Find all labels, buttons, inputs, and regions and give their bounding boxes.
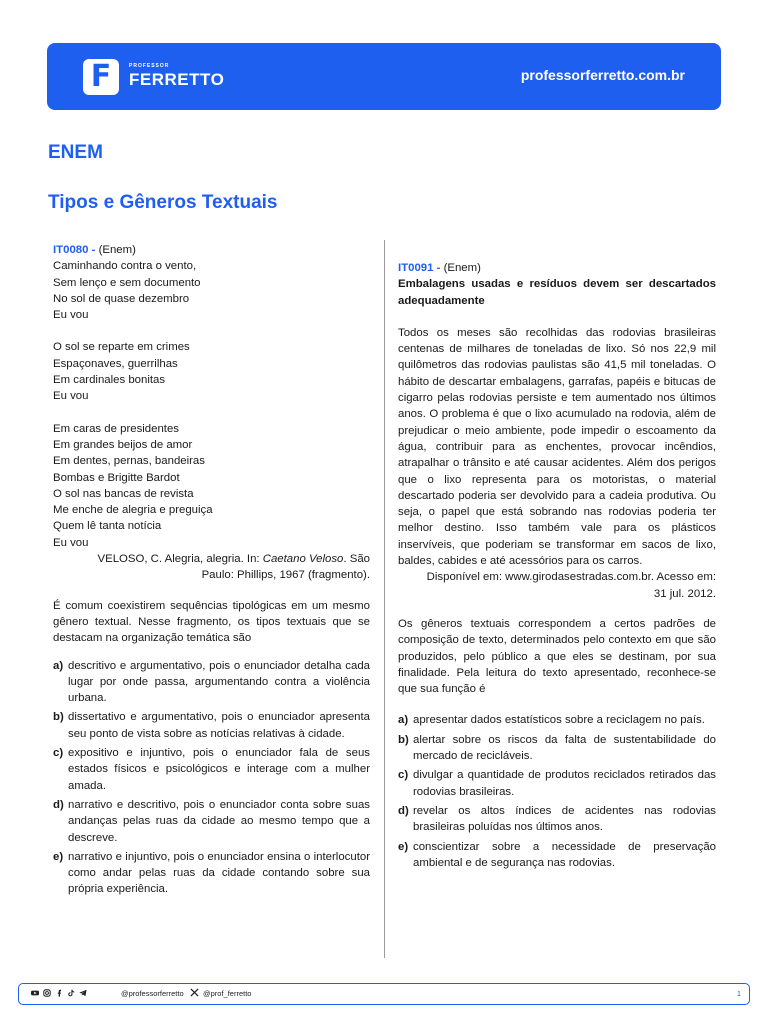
question-2-options	[398, 712, 716, 871]
poem-citation: VELOSO, C. Alegria, alegria. In: Caetano Veloso. São Paulo: Phillips, 1967 (fragmento).	[97, 553, 370, 582]
poem-line: O sol nas bancas de revista	[53, 487, 194, 500]
youtube-icon[interactable]	[31, 989, 39, 997]
option-e[interactable]: e) conscientizar sobre a necessidade de preservação ambiental e de segurança nas rodovias.	[398, 840, 716, 869]
question-1	[53, 242, 370, 898]
option-b[interactable]: b) dissertativo e argumentativo, pois o enunciador apresenta seu ponto de vista sobre as notícias relativas à cidade.	[53, 711, 370, 740]
telegram-icon[interactable]	[79, 989, 87, 997]
article-headline: Embalagens usadas e resíduos devem ser descartados adequadamente	[398, 278, 716, 307]
poem-line: Eu vou	[53, 390, 89, 403]
logo-name: FERRETTO	[129, 70, 225, 89]
poem-line: Em cardinales bonitas	[53, 374, 166, 387]
topic-title: Tipos e Gêneros Textuais	[48, 192, 278, 213]
question-2	[398, 260, 716, 871]
poem-line: Me enche de alegria e preguiça	[53, 504, 213, 517]
poem-line: Caminhando contra o vento,	[53, 260, 197, 273]
poem-line: Em dentes, pernas, bandeiras	[53, 455, 205, 468]
article-body: Todos os meses são recolhidas das rodovias brasileiras centenas de milhares de toneladas de lixo. Só nos 22,9 mil quilômetros das rodovias paulistas são 41,5 mil toneladas. O hábito de descartar embalagens, garrafas, papéis e bitucas de cigarro pelas rodovias persiste e tem aumentado nos últimos anos. O problema é que o lixo acumulado na rodovia, além de prejudicar o meio ambiente, pode impedir o escoamento da água, contribuir para as enchentes, provocar incêndios, atrapalhar o trânsito e até causar acidentes. Além dos perigos que o lixo representa para os motoristas, o material descartado poderia ser devolvido para a cadeia produtiva. Ou seja, o papel que está sobrando nas rodovias poderia ter melhor destino. Isso também vale para os plásticos inservíveis, que poderiam se transformar em sacos de lixo, baldes, cabides e até acessórios para os carros.	[398, 326, 716, 568]
option-c[interactable]: c) divulgar a quantidade de produtos reciclados retirados das rodovias brasileiras.	[398, 769, 716, 798]
poem-line: Eu vou	[53, 309, 89, 322]
column-divider	[384, 240, 385, 958]
exam-title: ENEM	[48, 142, 103, 163]
poem-line: Em caras de presidentes	[53, 422, 179, 435]
page-number: 1	[736, 989, 741, 998]
option-a[interactable]: a) apresentar dados estatísticos sobre a reciclagem no país.	[398, 714, 705, 727]
poem	[53, 258, 370, 551]
article-citation: Disponível em: www.girodasestradas.com.br. Acesso em: 31 jul. 2012.	[426, 571, 716, 600]
question-2-id: IT0091 -	[398, 262, 441, 274]
option-c[interactable]: c) expositivo e injuntivo, pois o enunciador fala de seus estados físicos e psicológicos e interage com a mulher amada.	[53, 747, 370, 792]
tiktok-icon[interactable]	[67, 989, 75, 997]
question-2-header	[398, 260, 716, 276]
poem-line: Em grandes beijos de amor	[53, 438, 193, 451]
poem-line: Quem lê tanta notícia	[53, 520, 162, 533]
social-handle-x[interactable]: @prof_ferretto	[203, 989, 252, 998]
instagram-icon[interactable]	[43, 989, 51, 997]
logo-small-text: PROFESSOR	[129, 63, 170, 69]
poem-line: No sol de quase dezembro	[53, 292, 190, 305]
option-d[interactable]: d) revelar os altos índices de acidentes nas rodovias brasileiras poluídas nos últimos anos.	[398, 804, 716, 834]
logo-icon: F	[83, 59, 119, 95]
option-a[interactable]: a) descritivo e argumentativo, pois o enunciador detalha cada lugar por onde passa, argumentando contra a violência urbana.	[53, 659, 370, 705]
question-1-prompt: É comum coexistirem sequências tipológicas em um mesmo gênero textual. Nesse fragmento, os tipos textuais que se destacam na organização temática são	[53, 599, 370, 645]
site-link[interactable]: professorferretto.com.br	[520, 67, 685, 83]
social-icons	[31, 989, 87, 997]
question-1-header	[53, 242, 370, 258]
poem-line: Bombas e Brigitte Bardot	[53, 471, 180, 484]
question-2-prompt: Os gêneros textuais correspondem a certos padrões de composição de texto, determinados pelo contexto em que são produzidos, pelo público a que eles se destinam, por sua finalidade. Pela leitura do texto apresentado, reconhece-se que sua função é	[398, 617, 716, 696]
poem-line: O sol se reparte em crimes	[53, 341, 190, 354]
poem-line: Sem lenço e sem documento	[53, 276, 201, 289]
option-b[interactable]: b) alertar sobre os riscos da falta de sustentabilidade do mercado de recicláveis.	[398, 733, 716, 763]
x-icon[interactable]	[190, 988, 199, 997]
poem-line: Eu vou	[53, 536, 89, 549]
footer-bar	[18, 983, 750, 1005]
facebook-icon[interactable]	[55, 989, 63, 997]
question-1-id: IT0080 -	[53, 244, 96, 256]
social-handle[interactable]: @professorferretto	[121, 989, 184, 998]
poem-line: Espaçonaves, guerrilhas	[53, 357, 178, 370]
question-2-source: (Enem)	[440, 262, 481, 274]
question-1-options	[53, 658, 370, 898]
option-d[interactable]: d) narrativo e descritivo, pois o enunciador conta sobre suas andanças pelas ruas da cidade ao mesmo tempo que a descreve.	[53, 798, 370, 844]
option-e[interactable]: e) narrativo e injuntivo, pois o enunciador ensina o interlocutor como andar pelas ruas da cidade contando sobre sua própria experiência.	[53, 850, 370, 896]
question-1-source: (Enem)	[95, 244, 136, 256]
header-banner	[47, 43, 721, 110]
